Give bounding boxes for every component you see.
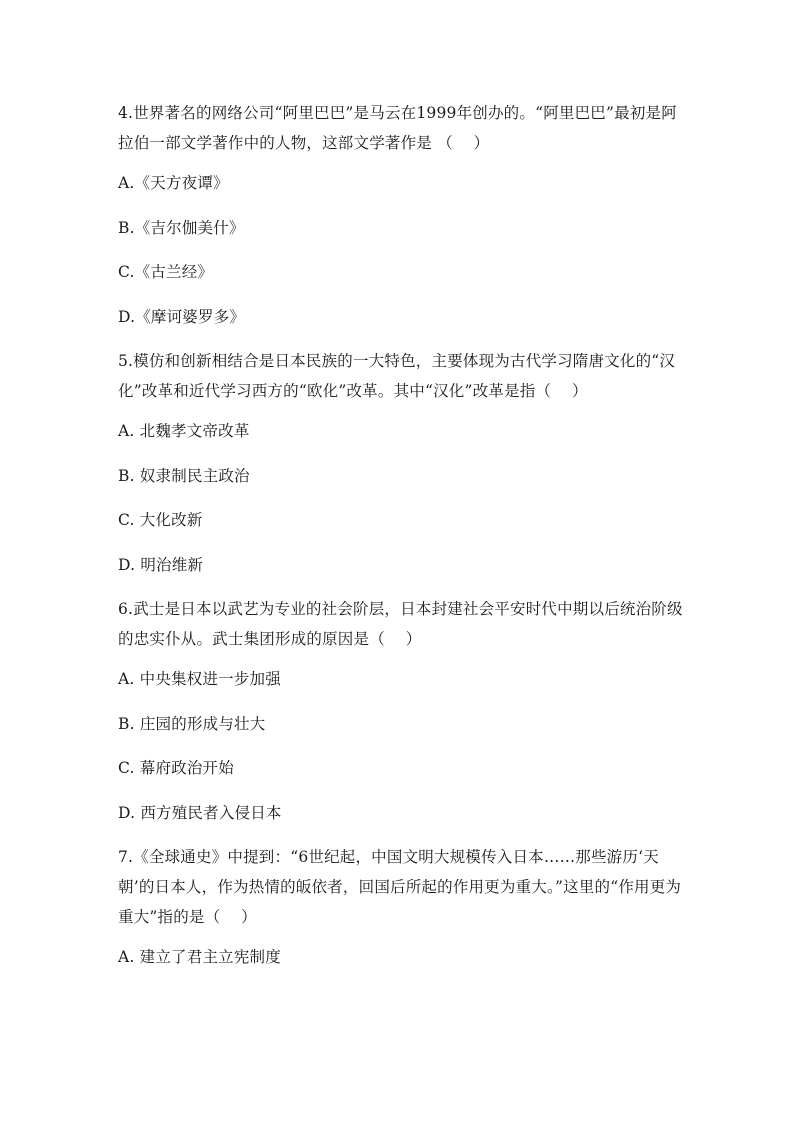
question-4-option-a: A.《天方夜谭》: [118, 174, 229, 192]
question-4-option-d: D.《摩诃婆罗多》: [118, 307, 246, 326]
question-6-option-b: B. 庄园的形成与壮大: [118, 714, 266, 733]
question-5-stem: 5.模仿和创新相结合是日本民族的一大特色，主要体现为古代学习隋唐文化的“汉化”改革和近代学习西方的“欧化”改革。其中“汉化”改革是指（ ）: [118, 352, 676, 400]
question-4-option-c: C.《古兰经》: [118, 263, 214, 281]
question-6: [118, 594, 684, 828]
question-6-option-c: C. 幕府政治开始: [118, 759, 234, 777]
question-list: [118, 98, 684, 987]
question-5: [118, 346, 684, 580]
question-4-stem: 4.世界著名的网络公司“阿里巴巴”是马云在1999年创办的。“阿里巴巴”最初是阿拉伯一部文学著作中的人物，这部文学著作是 （ ）: [118, 104, 677, 152]
question-5-option-d: D. 明治维新: [118, 555, 204, 574]
question-5-option-c: C. 大化改新: [118, 511, 203, 529]
question-4-option-b: B.《吉尔伽美什》: [118, 218, 245, 237]
question-6-stem: 6.武士是日本以武艺为专业的社会阶层，日本封建社会平安时代中期以后统治阶级的忠实仆从。武士集团形成的原因是（ ）: [118, 600, 683, 648]
question-7-option-a: A. 建立了君主立宪制度: [118, 948, 281, 966]
question-6-option-a: A. 中央集权进一步加强: [118, 670, 281, 688]
question-5-option-a: A. 北魏孝文帝改革: [118, 422, 250, 440]
question-7: [118, 842, 684, 972]
question-7-stem: 7.《全球通史》中提到：“6世纪起，中国文明大规模传入日本……那些游历‘天朝’的日本人，作为热情的皈依者，回国后所起的作用更为重大。”这里的“作用更为重大”指的是（ ）: [118, 848, 682, 926]
question-5-option-b: B. 奴隶制民主政治: [118, 466, 250, 485]
question-6-option-d: D. 西方殖民者入侵日本: [118, 803, 282, 822]
question-4: [118, 98, 684, 332]
